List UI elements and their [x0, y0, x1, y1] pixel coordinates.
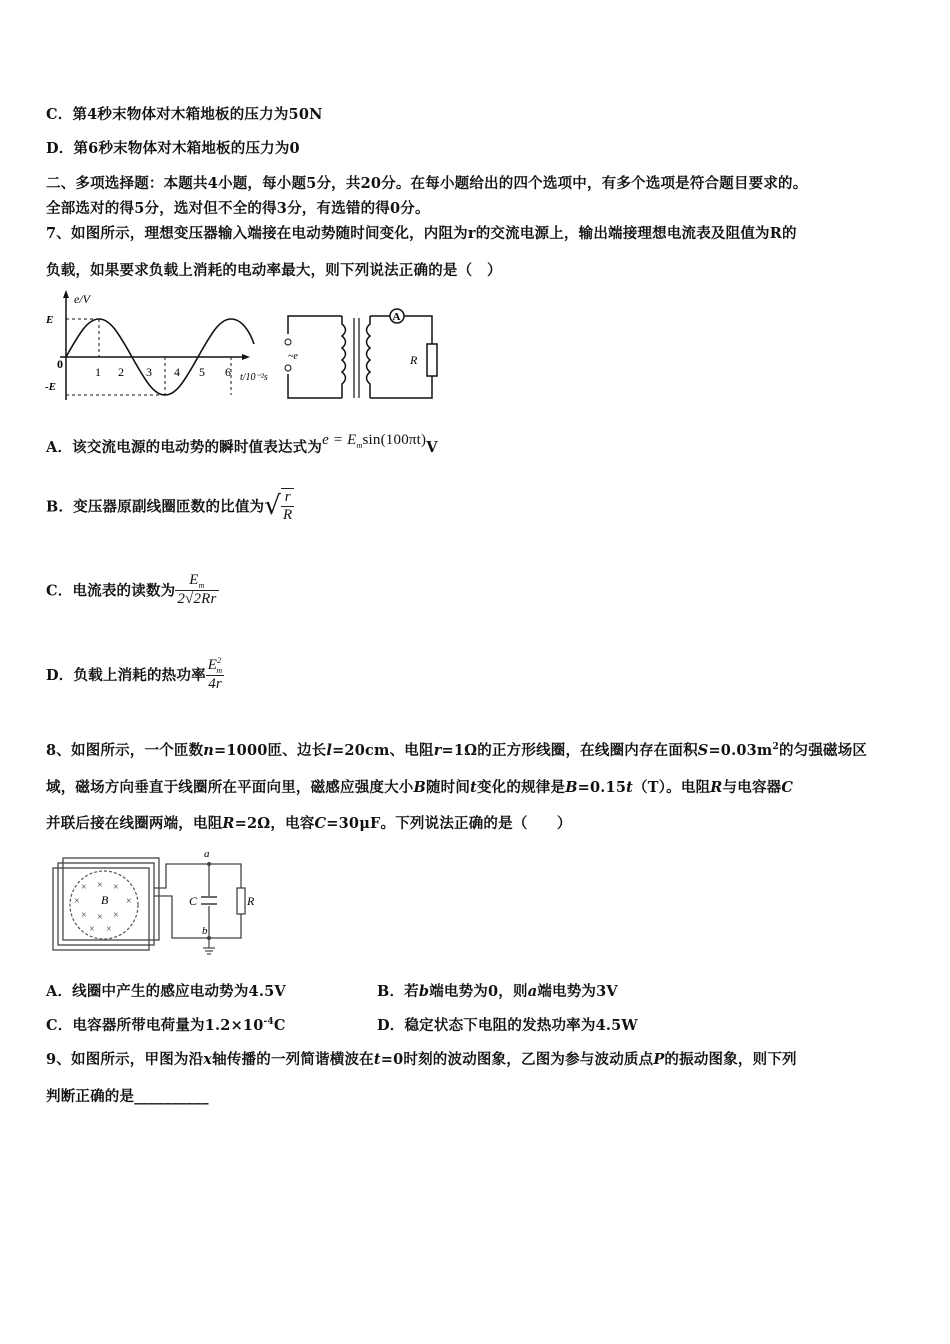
- section-heading-line1: 二、多项选择题：本题共4小题，每小题5分，共20分。在每小题给出的四个选项中，有多个选项是符合题目要求的。: [46, 175, 808, 192]
- q7-graph-y-arrow: [63, 290, 69, 298]
- q7-source-terminal-bottom: [285, 365, 291, 371]
- q7-source-label: ~e: [288, 351, 298, 362]
- q8-stem-line2: 域，磁场方向垂直于线圈所在平面向里，磁感应强度大小B随时间t变化的规律是B=0.15t（T）。电阻R与电容器C: [46, 779, 794, 796]
- svg-text:×: ×: [97, 912, 103, 923]
- q8-stem-line1: 8、如图所示，一个匝数n=1000匝、边长l=20cm、电阻r=1Ω的正方形线圈，在线圈内存在面积$S=0.03m^2$的匀强磁场区: [46, 742, 868, 759]
- q7-option-a-formula: $e = E_m\sin(100\pi t)$: [322, 432, 427, 450]
- q9-stem-line2: 判断正确的是__________: [46, 1088, 209, 1105]
- svg-text:×: ×: [106, 924, 112, 935]
- q8-stem-line3: 并联后接在线圈两端，电阻R=2Ω，电容C=30μF。下列说法正确的是（ ）: [46, 815, 572, 832]
- q7-option-d: [46, 656, 224, 693]
- q8-label-a: a: [204, 848, 210, 860]
- prev-option-c: C．第4秒末物体对木箱地板的压力为50N: [46, 106, 323, 123]
- q7-graph-em-top: E: [46, 314, 54, 326]
- svg-text:×: ×: [126, 896, 132, 907]
- q8-figure: [44, 848, 274, 960]
- q9-stem-line1: 9、如图所示，甲图为沿x轴传播的一列简谐横波在t=0时刻的波动图象，乙图为参与波动质点P的振动图象，则下列: [46, 1051, 797, 1068]
- q7-graph-tick-5: 5: [199, 365, 205, 379]
- q8-label-b: b: [202, 925, 208, 937]
- q7-option-d-text: D．负载上消耗的热功率: [46, 667, 206, 684]
- q7-option-c: [46, 572, 219, 608]
- q7-option-b-fraction: $\frac{r}{R}$: [283, 489, 293, 523]
- q7-ammeter-label: A: [392, 311, 401, 323]
- q7-option-d-fraction: $\frac{E^2_m}{4r}$: [207, 656, 223, 692]
- q7-load-resistor: [427, 344, 437, 376]
- q7-graph-tick-2: 2: [118, 365, 124, 379]
- q8-node-a: [207, 862, 211, 866]
- q7-secondary-coil: [367, 316, 371, 398]
- q7-load-label: R: [410, 353, 418, 367]
- section-heading-line2: 全部选对的得5分，选对但不全的得3分，有选错的得0分。: [46, 200, 430, 217]
- q7-option-c-fraction: $\frac{E_m}{2√2Rr}$: [177, 572, 217, 607]
- q7-graph-tick-3: 3: [146, 365, 152, 379]
- svg-text:×: ×: [81, 882, 87, 893]
- svg-text:×: ×: [81, 910, 87, 921]
- q7-source-terminal-top: [285, 339, 291, 345]
- q7-option-c-text: C．电流表的读数为: [46, 582, 176, 600]
- q7-option-a-text: A．该交流电源的电动势的瞬时值表达式为: [46, 439, 323, 456]
- svg-text:×: ×: [113, 882, 119, 893]
- q7-graph-ylabel: e/V: [74, 292, 90, 306]
- q8-option-c: C．电容器所带电荷量为$1.2\times 10^{-4}C$: [46, 1017, 286, 1034]
- prev-option-d: D．第6秒末物体对木箱地板的压力为0: [46, 140, 300, 157]
- q8-label-r: R: [247, 894, 255, 908]
- q7-primary-coil: [342, 316, 346, 398]
- q7-transformer-circuit: [285, 309, 437, 398]
- q7-stem-line2: 负载，如果要求负载上消耗的电动率最大，则下列说法正确的是（ ）: [46, 262, 502, 279]
- q7-graph-origin: 0: [57, 357, 63, 371]
- q7-graph-tick-4: 4: [174, 365, 180, 379]
- svg-text:×: ×: [89, 924, 95, 935]
- q7-option-b-sqrt-icon: √: [264, 491, 282, 521]
- svg-text:×: ×: [113, 910, 119, 921]
- q7-graph-em-bottom: -E: [45, 381, 56, 393]
- svg-text:×: ×: [74, 896, 80, 907]
- q7-option-b: [46, 488, 294, 524]
- q7-graph-tick-1: 1: [95, 365, 101, 379]
- q7-option-a-unit: V: [426, 439, 438, 456]
- q7-stem-line1: 7、如图所示，理想变压器输入端接在电动势随时间变化，内阻为r的交流电源上，输出端接理想电流表及阻值为R的: [46, 225, 797, 242]
- svg-text:×: ×: [97, 880, 103, 891]
- q7-option-b-text: B．变压器原副线圈匝数的比值为: [46, 498, 265, 516]
- q7-option-a: [46, 432, 438, 458]
- q8-option-d: D．稳定状态下电阻的发热功率为4.5W: [377, 1017, 638, 1034]
- q7-graph-xlabel: t/10⁻²s: [240, 372, 268, 383]
- q7-graph-tick-6: 6: [225, 365, 231, 379]
- q8-option-b: B．若b端电势为0，则a端电势为3V: [377, 983, 618, 1000]
- q8-label-c: C: [189, 894, 198, 908]
- q7-figure: [44, 288, 444, 406]
- q8-field-crosses: [74, 880, 132, 935]
- q8-field-label: B: [101, 893, 109, 907]
- q8-resistor: [237, 888, 245, 914]
- q7-graph-x-arrow: [242, 354, 250, 360]
- q8-option-a: A．线圈中产生的感应电动势为4.5V: [46, 983, 286, 1000]
